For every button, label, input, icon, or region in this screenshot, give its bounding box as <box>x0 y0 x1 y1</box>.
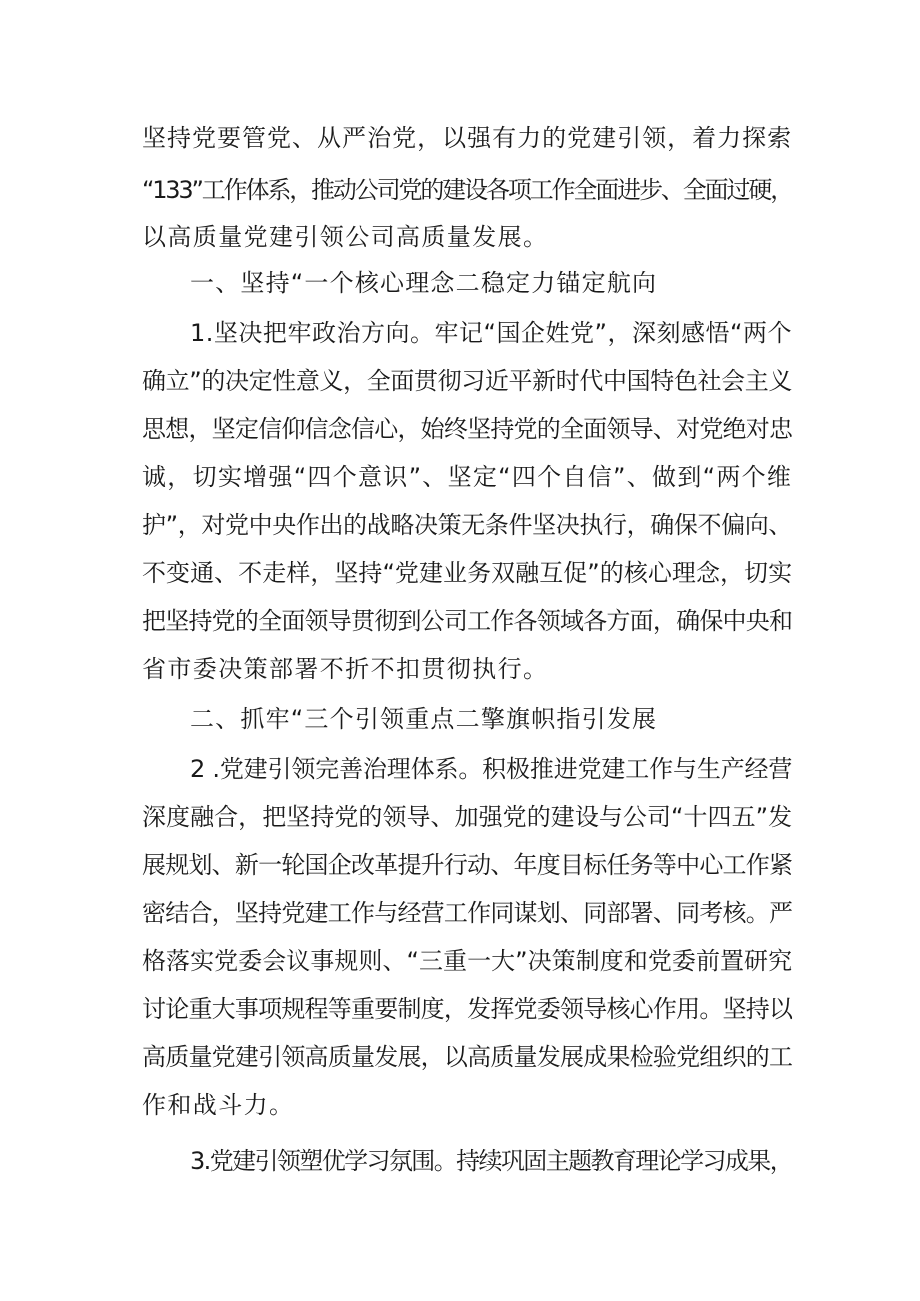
paragraph-line: 诚，切实增强“四个意识”、坚定“四个自信”、做到“两个维 <box>142 463 792 491</box>
paragraph-line: 3.党建引领塑优学习氛围。持续巩固主题教育理论学习成果， <box>190 1147 793 1175</box>
paragraph-line: 作和战斗力。 <box>142 1091 295 1119</box>
paragraph-line: 把坚持党的全面领导贯彻到公司工作各领域各方面，确保中央和 <box>142 607 792 635</box>
paragraph-line: 以高质量党建引领公司高质量发展。 <box>142 223 549 251</box>
paragraph-line: 1.坚决把牢政治方向。牢记“国企姓党”，深刻感悟“两个 <box>190 319 792 347</box>
paragraph-line: 讨论重大事项规程等重要制度，发挥党委领导核心作用。坚持以 <box>142 995 792 1023</box>
paragraph-line: “133”工作体系，推动公司党的建设各项工作全面进步、全面过硬， <box>142 176 792 204</box>
paragraph-line: 确立”的决定性意义，全面贯彻习近平新时代中国特色社会主义 <box>142 367 792 395</box>
paragraph-line: 省市委决策部署不折不扣贯彻执行。 <box>142 655 549 683</box>
paragraph-line: 展规划、新一轮国企改革提升行动、年度目标任务等中心工作紧 <box>142 851 792 879</box>
paragraph-line: 密结合，坚持党建工作与经营工作同谋划、同部署、同考核。严 <box>142 899 792 927</box>
paragraph-line: 思想，坚定信仰信念信心，始终坚持党的全面领导、对党绝对忠 <box>142 415 792 443</box>
paragraph-line: 深度融合，把坚持党的领导、加强党的建设与公司“十四五”发 <box>142 803 792 831</box>
paragraph-line: 格落实党委会议事规则、“三重一大”决策制度和党委前置研究 <box>142 947 792 975</box>
section-heading-1: 一、坚持“一个核心理念二稳定力锚定航向 <box>190 269 658 297</box>
paragraph-line: 坚持党要管党、从严治党，以强有力的党建引领，着力探索 <box>142 124 792 152</box>
paragraph-line: 不变通、不走样，坚持“党建业务双融互促”的核心理念，切实 <box>142 559 792 587</box>
section-heading-2: 二、抓牢“三个引领重点二擎旗帜指引发展 <box>190 705 658 733</box>
paragraph-line: 高质量党建引领高质量发展，以高质量发展成果检验党组织的工 <box>142 1043 792 1071</box>
paragraph-line: 2 .党建引领完善治理体系。积极推进党建工作与生产经营 <box>190 755 792 783</box>
paragraph-line: 护”，对党中央作出的战略决策无条件坚决执行，确保不偏向、 <box>142 511 792 539</box>
